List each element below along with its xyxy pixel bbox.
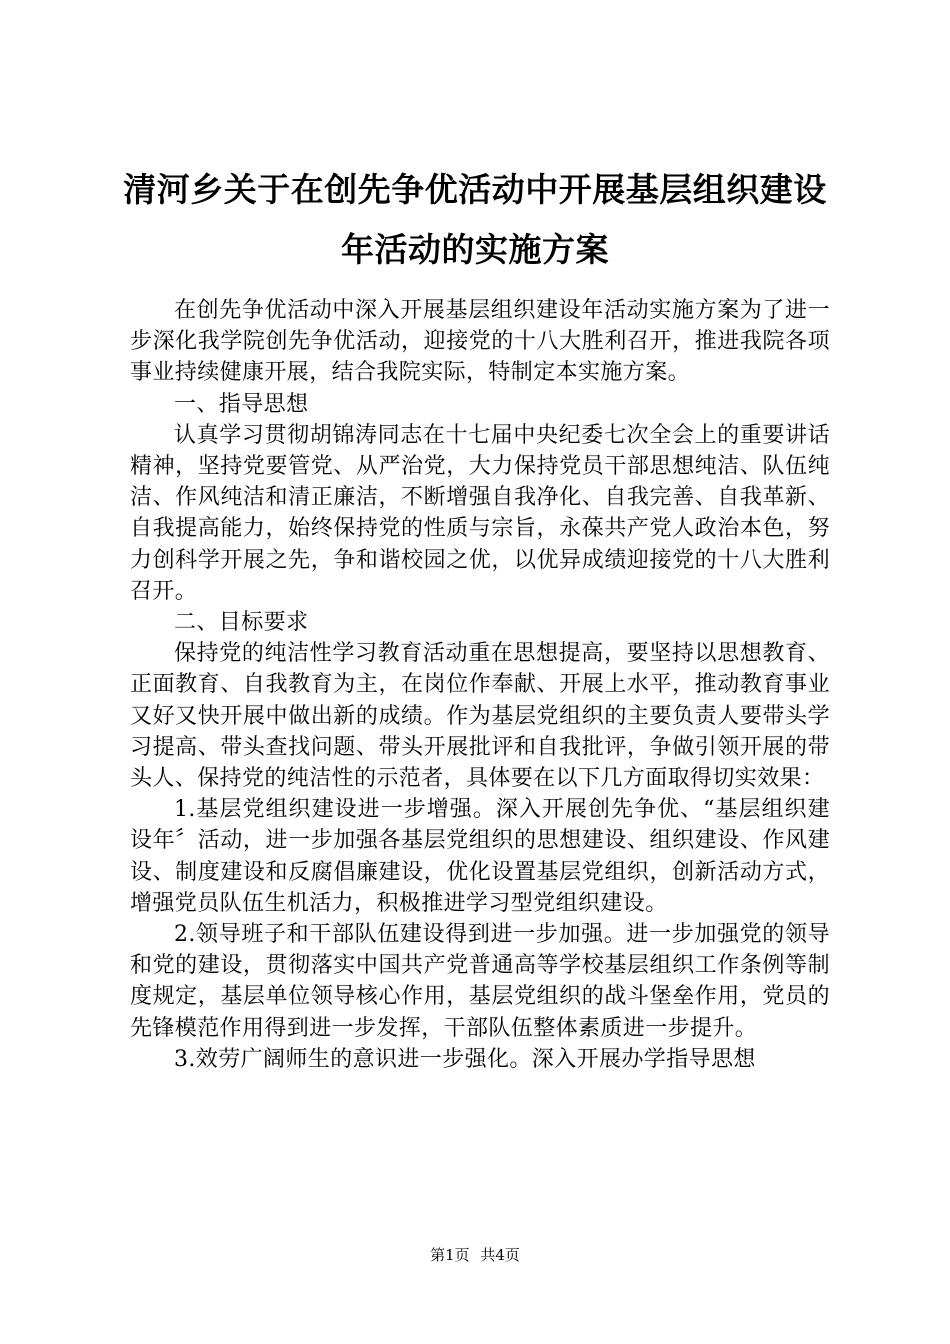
page-footer xyxy=(0,1245,950,1265)
section-heading-goals: 二、目标要求 xyxy=(174,610,309,636)
document-title: 清河乡关于在创先争优活动中开展基层组织建设年活动的实施方案 xyxy=(123,170,827,269)
goals-paragraph: 保持党的纯洁性学习教育活动重在思想提高，要坚持以思想教育、正面教育、自我教育为主，在岗位作奉献、开展上水平，推动教育事业又好又快开展中做出新的成绩。作为基层党组织的主要负责人要带头学习提高、带头查找问题、带头开展批评和自我批评，争做引领开展的带头人、保持党的纯洁性的示范者，具体要在以下几方面取得切实效果： xyxy=(130,641,830,792)
page-number: 第1页 xyxy=(430,1246,470,1264)
goal-item-3: 3.效劳广阔师生的意识进一步强化。深入开展办学指导思想 xyxy=(174,1046,756,1072)
page-total: 共4页 xyxy=(480,1246,520,1264)
guiding-ideology-paragraph: 认真学习贯彻胡锦涛同志在十七届中央纪委七次全会上的重要讲话精神，坚持党要管党、从严治党，大力保持党员干部思想纯洁、队伍纯洁、作风纯洁和清正廉洁，不断增强自我净化、自我完善、自我革新、自我提高能力，始终保持党的性质与宗旨，永葆共产党人政治本色，努力创科学开展之先，争和谐校园之优，以优异成绩迎接党的十八大胜利召开。 xyxy=(130,422,830,604)
section-heading-guiding-ideology: 一、指导思想 xyxy=(174,391,309,417)
goal-item-1: 1.基层党组织建设进一步增强。深入开展创先争优、“基层组织建设年〞活动，进一步加强各基层党组织的思想建设、组织建设、作风建设、制度建设和反腐倡廉建设，优化设置基层党组织，创新活动方式，增强党员队伍生机活力，积极推进学习型党组织建设。 xyxy=(130,797,830,916)
intro-paragraph: 在创先争优活动中深入开展基层组织建设年活动实施方案为了进一步深化我学院创先争优活动，迎接党的十八大胜利召开，推进我院各项事业持续健康开展，结合我院实际，特制定本实施方案。 xyxy=(130,298,830,386)
document-body xyxy=(130,295,830,1075)
goal-item-2: 2.领导班子和干部队伍建设得到进一步加强。进一步加强党的领导和党的建设，贯彻落实中国共产党普通高等学校基层组织工作条例等制度规定，基层单位领导核心作用，基层党组织的战斗堡垒作用，党员的先锋模范作用得到进一步发挥，干部队伍整体素质进一步提升。 xyxy=(130,922,830,1041)
